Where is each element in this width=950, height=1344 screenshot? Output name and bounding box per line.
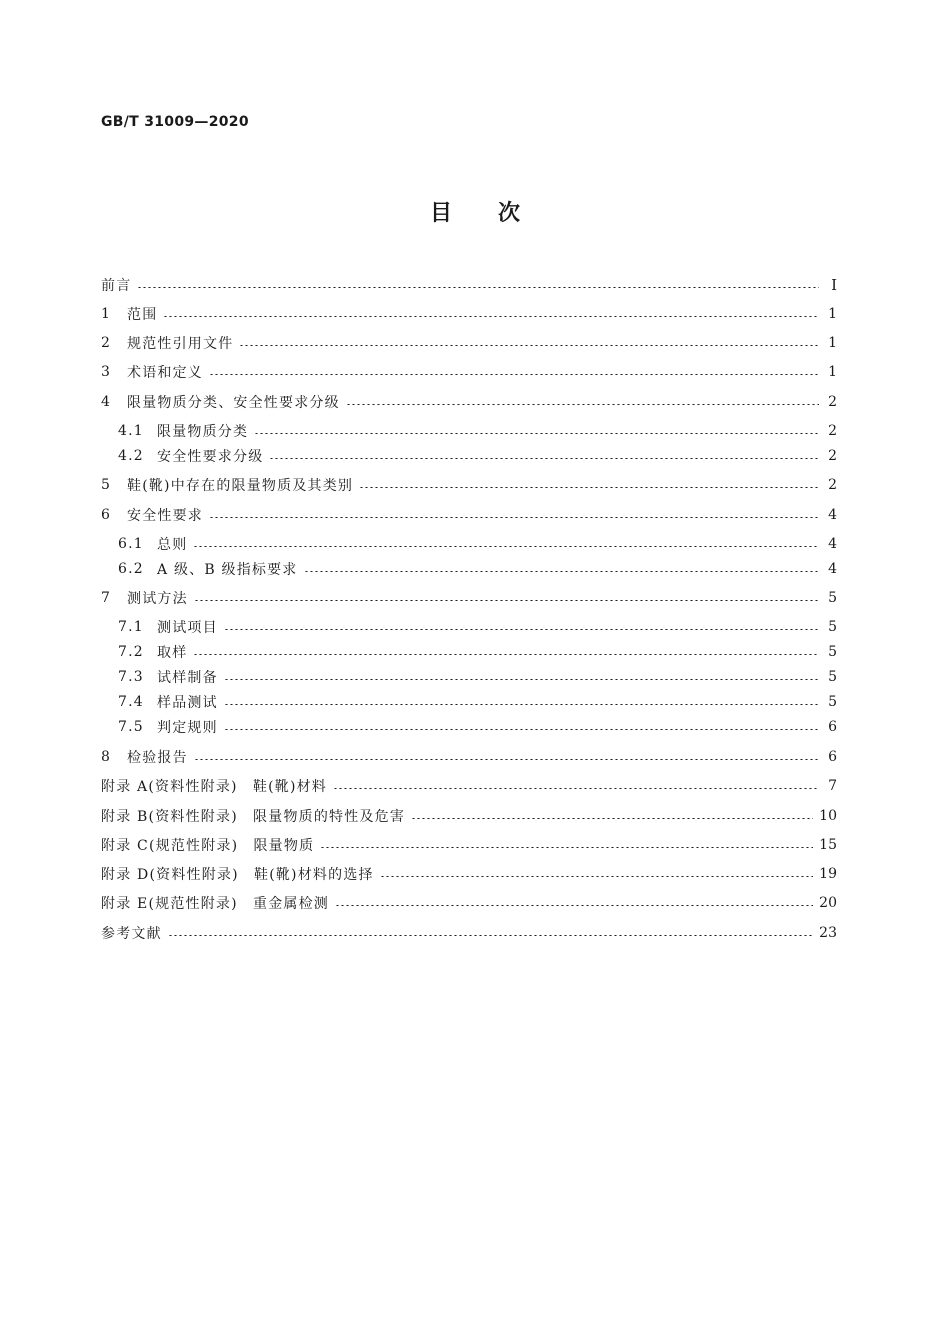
toc-dot-leader [333,788,819,789]
toc-entry-title: 限量物质分类、安全性要求分级 [127,395,340,411]
toc-entry[interactable] [101,420,837,442]
toc-entry-number: 5 [101,477,112,493]
toc-entry-page: 5 [828,619,837,635]
toc-dot-leader [239,345,819,346]
toc-entry-page: 2 [828,448,837,464]
toc-entry[interactable] [101,834,837,856]
toc-entry-page: 7 [828,778,837,794]
toc-entry-page: 10 [819,808,837,824]
toc-entry-page: 20 [819,895,837,911]
toc-entry-page: 23 [819,925,837,941]
title-char-2: 次 [498,201,521,226]
toc-entry-number: 6 [101,507,112,523]
toc-dot-leader [193,546,819,547]
toc-dot-leader [209,517,819,518]
toc-entry[interactable] [101,558,837,580]
toc-entry-page: 2 [828,477,837,493]
toc-entry[interactable] [101,863,837,885]
toc-entry-number: 1 [101,306,112,322]
toc-entry-title: 前言 [101,278,132,294]
toc-entry-page: 19 [819,866,837,882]
toc-entry-title: 参考文献 [101,926,162,942]
toc-entry-title: 附录 D(资料性附录) 鞋(靴)材料的选择 [101,867,374,883]
toc-entry-number: 7.4 [118,694,144,710]
toc-entry[interactable] [101,587,837,609]
toc-entry-page: 5 [828,694,837,710]
toc-entry[interactable] [101,504,837,526]
toc-entry-title: 术语和定义 [127,365,203,381]
toc-entry[interactable] [101,474,837,496]
toc-entry-page: 1 [828,364,837,380]
toc-entry-number: 7 [101,590,112,606]
toc-dot-leader [224,679,819,680]
toc-entry-page: 6 [828,749,837,765]
toc-entry-number: 7.3 [118,669,144,685]
toc-entry-page: 1 [828,335,837,351]
toc-entry-page: 2 [828,394,837,410]
toc-dot-leader [209,374,819,375]
toc-entry-title: 取样 [157,645,188,661]
toc-entry[interactable] [101,691,837,713]
toc-dot-leader [137,287,819,288]
toc-entry[interactable] [101,641,837,663]
toc-entry[interactable] [101,274,837,296]
toc-entry-number: 7.2 [118,644,144,660]
toc-entry-title: 安全性要求分级 [157,449,264,465]
toc-entry-title: 限量物质分类 [157,424,249,440]
toc-dot-leader [194,600,819,601]
toc-entry-number: 4 [101,394,112,410]
toc-dot-leader [163,316,819,317]
toc-entry-title: 范围 [127,307,158,323]
toc-entry-number: 7.1 [118,619,144,635]
toc-entry-title: 判定规则 [157,720,218,736]
toc-entry[interactable] [101,391,837,413]
toc-entry[interactable] [101,332,837,354]
toc-entry-title: 附录 C(规范性附录) 限量物质 [101,838,315,854]
toc-entry-title: 测试方法 [127,591,188,607]
toc-entry-title: 试样制备 [157,670,218,686]
toc-entry-title: 鞋(靴)中存在的限量物质及其类别 [127,478,354,494]
toc-dot-leader [359,487,819,488]
toc-entry[interactable] [101,303,837,325]
toc-entry-page: 1 [828,306,837,322]
toc-entry-page: 6 [828,719,837,735]
toc-entry[interactable] [101,805,837,827]
title-char-1: 目 [429,201,452,226]
table-of-contents [101,0,837,1344]
toc-entry-number: 2 [101,335,112,351]
toc-entry[interactable] [101,716,837,738]
toc-entry-page: 5 [828,669,837,685]
toc-entry-title: 规范性引用文件 [127,336,234,352]
toc-entry-title: 安全性要求 [127,508,203,524]
toc-entry-title: 检验报告 [127,750,188,766]
toc-dot-leader [168,935,813,936]
toc-dot-leader [193,654,819,655]
toc-entry-number: 7.5 [118,719,144,735]
toc-entry[interactable] [101,616,837,638]
toc-entry-page: I [831,276,837,294]
toc-entry[interactable] [101,892,837,914]
toc-entry[interactable] [101,361,837,383]
toc-dot-leader [224,729,819,730]
toc-entry-number: 4.1 [118,423,144,439]
toc-entry[interactable] [101,666,837,688]
toc-entry-number: 8 [101,749,112,765]
toc-entry[interactable] [101,445,837,467]
toc-entry-title: 附录 B(资料性附录) 限量物质的特性及危害 [101,809,406,825]
toc-dot-leader [380,876,813,877]
toc-dot-leader [304,571,820,572]
toc-entry-number: 3 [101,364,112,380]
toc-entry-page: 2 [828,423,837,439]
toc-entry-number: 6.1 [118,536,144,552]
toc-dot-leader [194,759,819,760]
toc-dot-leader [224,629,819,630]
toc-dot-leader [320,847,813,848]
toc-dot-leader [411,818,813,819]
toc-dot-leader [346,404,819,405]
toc-dot-leader [269,458,819,459]
toc-entry-title: 附录 A(资料性附录) 鞋(靴)材料 [101,779,328,795]
toc-dot-leader [254,433,819,434]
toc-entry-title: 附录 E(规范性附录) 重金属检测 [101,896,329,912]
toc-entry-title: 测试项目 [157,620,218,636]
toc-entry-title: 样品测试 [157,695,218,711]
toc-entry-number: 6.2 [118,561,144,577]
toc-entry[interactable] [101,775,837,797]
toc-entry-page: 4 [828,561,837,577]
toc-entry[interactable] [101,922,837,944]
standard-number: GB/T 31009—2020 [101,114,249,130]
toc-entry-page: 4 [828,536,837,552]
toc-entry-title: A 级、B 级指标要求 [157,562,298,578]
toc-entry-title: 总则 [157,537,188,553]
toc-entry-number: 4.2 [118,448,144,464]
toc-dot-leader [335,905,813,906]
toc-entry[interactable] [101,746,837,768]
toc-entry-page: 15 [819,837,837,853]
toc-dot-leader [224,704,819,705]
toc-entry-page: 4 [828,507,837,523]
toc-entry[interactable] [101,533,837,555]
toc-entry-page: 5 [828,590,837,606]
toc-entry-page: 5 [828,644,837,660]
